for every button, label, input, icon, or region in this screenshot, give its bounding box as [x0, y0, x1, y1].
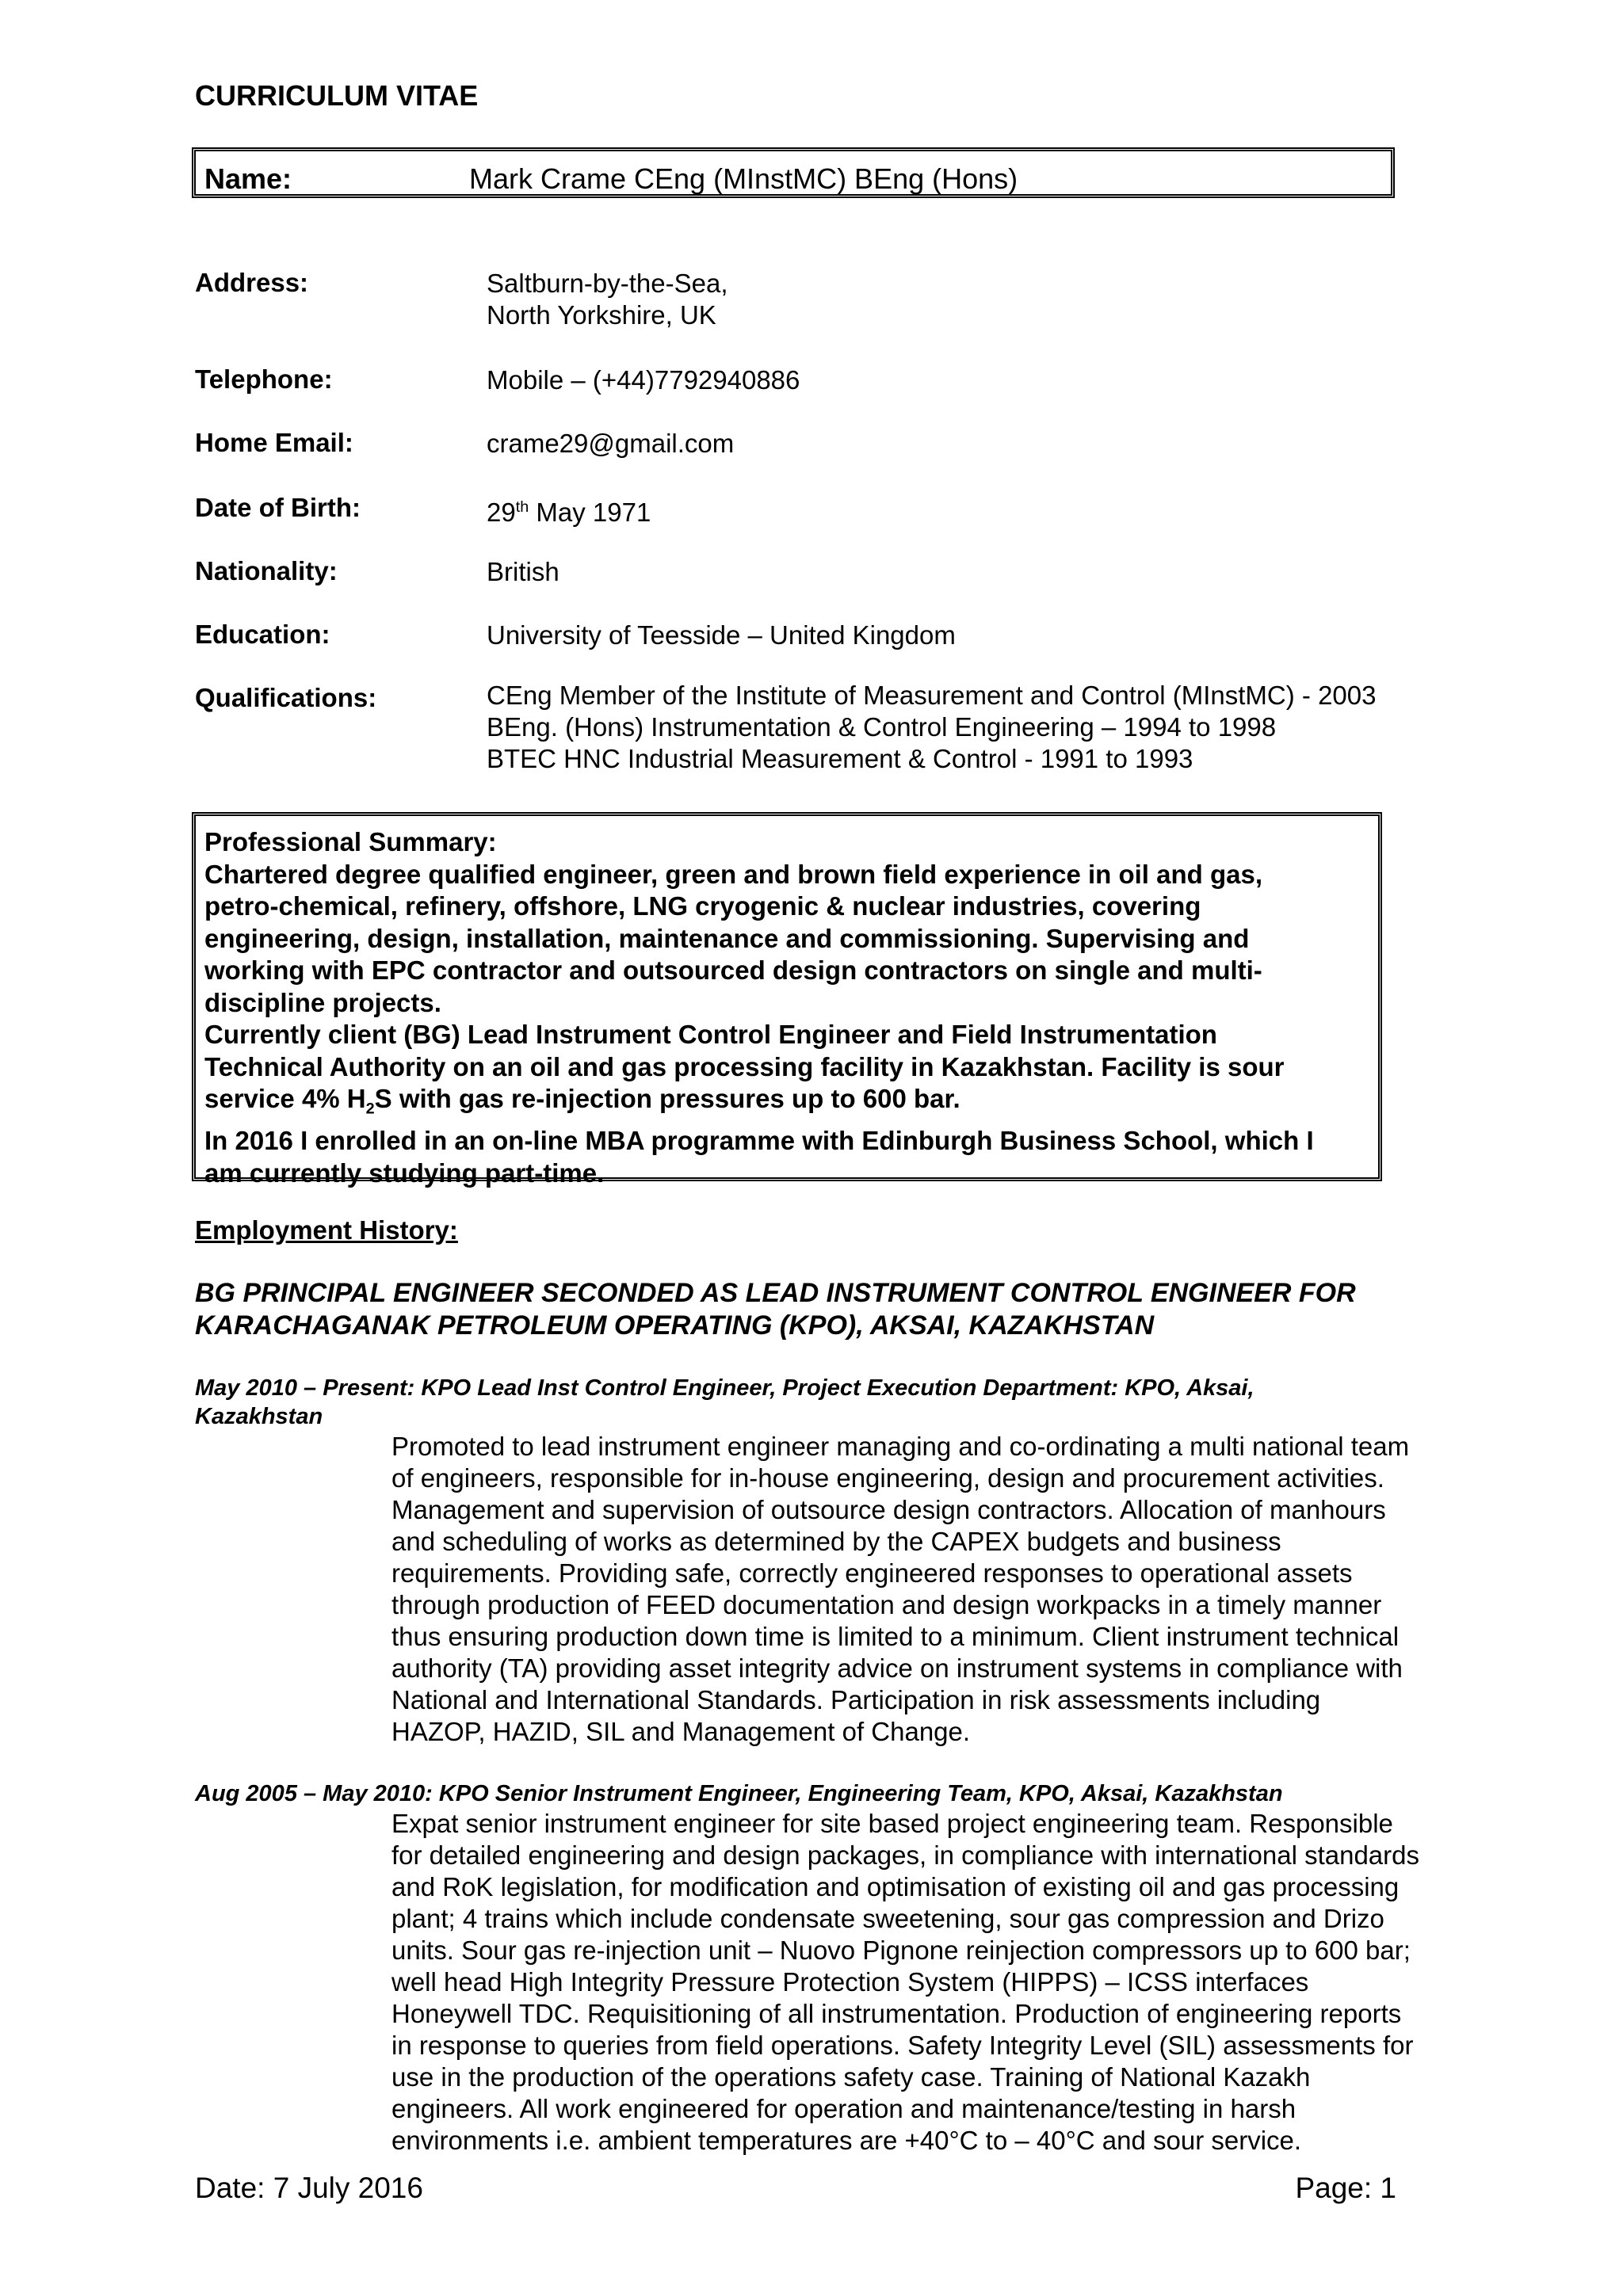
telephone-value: Mobile – (+44)7792940886: [487, 365, 800, 395]
desc-line: for detailed engineering and design packages, in compliance with international standards: [391, 1840, 1420, 1870]
address-label: Address:: [195, 268, 309, 297]
dob-suffix: th: [515, 498, 529, 516]
summary-line: petro-chemical, refinery, offshore, LNG cryogenic & nuclear industries, covering: [204, 891, 1201, 921]
desc-line: National and International Standards. Participation in risk assessments including: [391, 1685, 1321, 1714]
email-label: Home Email:: [195, 428, 353, 457]
desc-line: well head High Integrity Pressure Protection System (HIPPS) – ICSS interfaces: [391, 1967, 1309, 1997]
desc-line: engineers. All work engineered for operation and maintenance/testing in harsh: [391, 2094, 1296, 2123]
desc-line: HAZOP, HAZID, SIL and Management of Change.: [391, 1717, 971, 1746]
summary-line: engineering, design, installation, maintenance and commissioning. Supervising and: [204, 923, 1250, 953]
address-line: North Yorkshire, UK: [487, 300, 716, 330]
footer-page-number: Page: 1: [1295, 2172, 1396, 2204]
qualifications-label: Qualifications:: [195, 683, 377, 712]
footer-date: Date: 7 July 2016: [195, 2172, 423, 2204]
summary-line-h2s: [204, 1083, 1385, 1125]
dob-day: 29: [487, 498, 516, 527]
summary-line: Technical Authority on an oil and gas processing facility in Kazakhstan. Facility is sour: [204, 1051, 1285, 1081]
desc-line: and scheduling of works as determined by the CAPEX budgets and business: [391, 1527, 1281, 1556]
qualification-line: BTEC HNC Industrial Measurement & Control - 1991 to 1993: [487, 744, 1193, 773]
desc-line: and RoK legislation, for modification and optimisation of existing oil and gas processing: [391, 1872, 1400, 1901]
role-title-line: May 2010 – Present: KPO Lead Inst Control Engineer, Project Execution Department: KPO, Aksai,: [195, 1375, 1254, 1401]
name-value: Mark Crame CEng (MInstMC) BEng (Hons): [469, 162, 1018, 195]
desc-line: of engineers, responsible for in-house engineering, design and procurement activities.: [391, 1463, 1384, 1493]
desc-line: requirements. Providing safe, correctly engineered responses to operational assets: [391, 1558, 1353, 1588]
dob-rest: May 1971: [529, 498, 651, 527]
education-label: Education:: [195, 620, 330, 649]
qualifications-value: [487, 680, 1376, 775]
summary-line: Chartered degree qualified engineer, green and brown field experience in oil and gas,: [204, 859, 1263, 889]
education-value: University of Teesside – United Kingdom: [487, 620, 956, 650]
desc-line: Management and supervision of outsource design contractors. Allocation of manhours: [391, 1495, 1386, 1524]
company-line: KARACHAGANAK PETROLEUM OPERATING (KPO), AKSAI, KAZAKHSTAN: [195, 1310, 1155, 1341]
address-value: [487, 268, 728, 331]
company-heading: [195, 1277, 1356, 1342]
name-label: Name:: [204, 162, 292, 195]
email-value: crame29@gmail.com: [487, 429, 735, 458]
company-line: BG PRINCIPAL ENGINEER SECONDED AS LEAD INSTRUMENT CONTROL ENGINEER FOR: [195, 1278, 1356, 1308]
qualification-line: CEng Member of the Institute of Measurement and Control (MInstMC) - 2003: [487, 681, 1377, 710]
desc-line: units. Sour gas re-injection unit – Nuovo Pignone reinjection compressors up to 600 bar;: [391, 1936, 1411, 1965]
h2s-subscript: 2: [365, 1100, 375, 1118]
summary-line: working with EPC contractor and outsourced design contractors on single and multi-: [204, 955, 1262, 985]
dob-value: [487, 491, 651, 528]
desc-line: authority (TA) providing asset integrity advice on instrument systems in compliance with: [391, 1653, 1403, 1683]
desc-line: environments i.e. ambient temperatures are +40°C to – 40°C and sour service.: [391, 2126, 1302, 2155]
role-title: [195, 1374, 1254, 1431]
role-title-line: Kazakhstan: [195, 1404, 323, 1429]
role-description: [391, 1431, 1409, 1748]
desc-line: Promoted to lead instrument engineer managing and co-ordinating a multi national team: [391, 1432, 1410, 1461]
page-title: CURRICULUM VITAE: [195, 79, 479, 112]
summary-line: Professional Summary:: [204, 827, 497, 856]
nationality-label: Nationality:: [195, 556, 338, 585]
dob-label: Date of Birth:: [195, 493, 361, 522]
h2s-before: service 4% H: [204, 1084, 366, 1113]
qualification-line: BEng. (Hons) Instrumentation & Control Engineering – 1994 to 1998: [487, 712, 1277, 742]
summary-line: am currently studying part-time.: [204, 1158, 605, 1188]
desc-line: thus ensuring production down time is limited to a minimum. Client instrument technical: [391, 1622, 1400, 1651]
role-title-line: Aug 2005 – May 2010: KPO Senior Instrument Engineer, Engineering Team, KPO, Aksai, Kazakhstan: [195, 1781, 1283, 1806]
summary-line: In 2016 I enrolled in an on-line MBA programme with Edinburgh Business School, which I: [204, 1126, 1314, 1156]
desc-line: Honeywell TDC. Requisitioning of all instrumentation. Production of engineering reports: [391, 1999, 1402, 2028]
address-line: Saltburn-by-the-Sea,: [487, 269, 728, 298]
telephone-label: Telephone:: [195, 364, 333, 394]
h2s-after: S with gas re-injection pressures up to 600 bar.: [374, 1084, 960, 1113]
desc-line: use in the production of the operations safety case. Training of National Kazakh: [391, 2062, 1311, 2092]
desc-line: Expat senior instrument engineer for site based project engineering team. Responsible: [391, 1809, 1393, 1838]
employment-heading: Employment History:: [195, 1215, 458, 1245]
nationality-value: British: [487, 557, 559, 586]
role-description: [391, 1808, 1419, 2157]
desc-line: plant; 4 trains which include condensate sweetening, sour gas compression and Drizo: [391, 1904, 1384, 1933]
role-title: [195, 1779, 1283, 1808]
desc-line: in response to queries from field operations. Safety Integrity Level (SIL) assessments for: [391, 2031, 1414, 2060]
professional-summary: [204, 826, 1385, 1189]
summary-line: Currently client (BG) Lead Instrument Control Engineer and Field Instrumentation: [204, 1020, 1217, 1049]
desc-line: through production of FEED documentation and design workpacks in a timely manner: [391, 1590, 1382, 1619]
summary-line: discipline projects.: [204, 987, 441, 1017]
